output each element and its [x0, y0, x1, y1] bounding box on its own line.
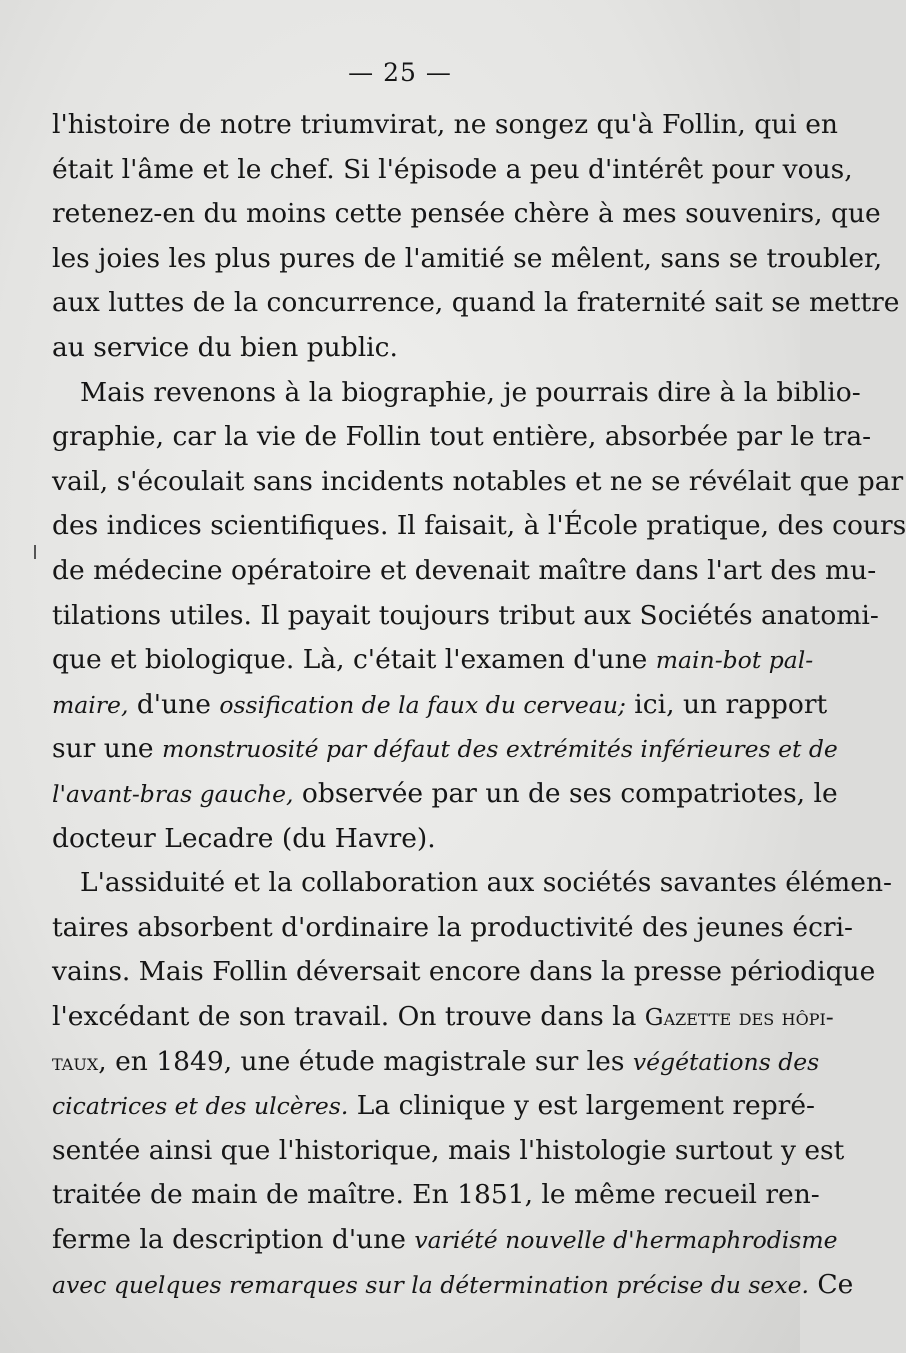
text-line-24: sentée ainsi que l'historique, mais l'histologie surtout y est [52, 1134, 845, 1166]
text-line-13: que et biologique. Là, c'était l'examen d'une main-bot pal- [52, 644, 814, 676]
text-line-18: L'assiduité et la collaboration aux sociétés savantes élémen- [80, 867, 892, 899]
text-line-2: était l'âme et le chef. Si l'épisode a peu d'intérêt pour vous, [52, 153, 853, 185]
text-line-14: maire, d'une ossification de la faux du cerveau; ici, un rapport [52, 688, 828, 720]
text-line-27: avec quelques remarques sur la détermination précise du sexe. Ce [52, 1268, 854, 1300]
text-line-16: l'avant-bras gauche, observée par un de ses compatriotes, le [52, 778, 838, 809]
text-line-1: l'histoire de notre triumvirat, ne songez qu'à Follin, qui en [52, 109, 838, 140]
page-number: — 25 — [348, 58, 452, 87]
text-line-12: tilations utiles. Il payait toujours tribut aux Sociétés anatomi- [52, 599, 879, 631]
text-line-7: Mais revenons à la biographie, je pourrais dire à la biblio- [80, 376, 861, 408]
text-line-26: ferme la description d'une variété nouvelle d'hermaphrodisme [52, 1224, 838, 1255]
text-line-22: taux, en 1849, une étude magistrale sur les végétations des [52, 1045, 820, 1077]
text-line-4: les joies les plus pures de l'amitié se mêlent, sans se troubler, [52, 242, 883, 274]
text-line-15: sur une monstruosité par défaut des extrémités inférieures et de [52, 733, 838, 765]
text-line-19: taires absorbent d'ordinaire la productivité des jeunes écri- [52, 911, 854, 943]
text-line-23: cicatrices et des ulcères. La clinique y est largement repré- [52, 1090, 815, 1122]
text-line-6: au service du bien public. [52, 332, 398, 363]
text-line-5: aux luttes de la concurrence, quand la fraternité sait se mettre [52, 287, 900, 319]
text-line-8: graphie, car la vie de Follin tout entière, absorbée par le tra- [52, 421, 872, 453]
text-line-3: retenez-en du moins cette pensée chère à mes souvenirs, que [52, 198, 881, 230]
text-line-21: l'excédant de son travail. On trouve dans la Gazette des hôpi- [52, 1001, 834, 1032]
text-line-9: vail, s'écoulait sans incidents notables et ne se révélait que par [52, 465, 904, 497]
text-line-20: vains. Mais Follin déversait encore dans la presse périodique [52, 956, 876, 988]
margin-mark [34, 545, 36, 559]
text-line-25: traitée de main de maître. En 1851, le même recueil ren- [52, 1179, 820, 1211]
text-line-11: de médecine opératoire et devenait maître dans l'art des mu- [52, 555, 877, 586]
text-line-17: docteur Lecadre (du Havre). [52, 822, 436, 854]
text-line-10: des indices scientifiques. Il faisait, à l'École pratique, des cours [52, 510, 906, 542]
